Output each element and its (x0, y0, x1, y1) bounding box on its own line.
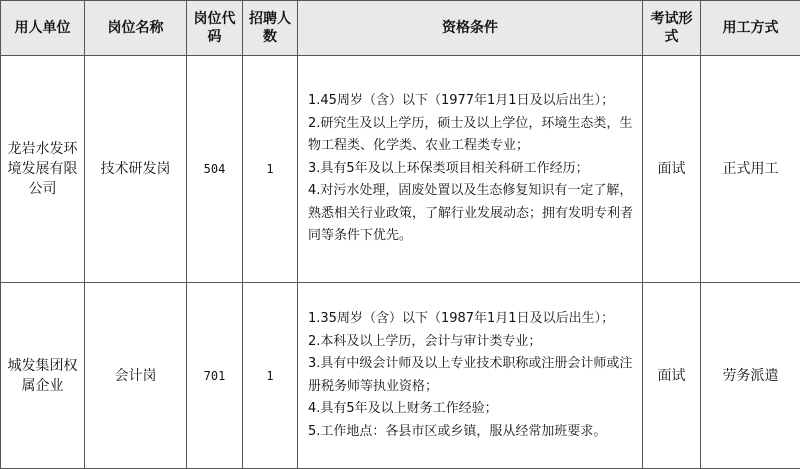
table-row (1, 56, 800, 283)
cell-employment: 正式用工 (701, 56, 800, 283)
qualification-item: 5.工作地点：各县市区或乡镇，服从经常加班要求。 (308, 421, 636, 444)
cell-exam: 面试 (643, 283, 701, 469)
header-row (1, 1, 800, 56)
header-count: 招聘人数 (243, 1, 298, 56)
qualification-item: 4.具有5年及以上财务工作经验； (308, 398, 636, 421)
qualification-item: 1.35周岁（含）以下（1987年1月1日及以后出生）； (308, 308, 636, 331)
cell-count: 1 (243, 283, 298, 469)
table-row (1, 283, 800, 469)
cell-code: 504 (187, 56, 243, 283)
cell-employment: 劳务派遣 (701, 283, 800, 469)
cell-unit: 龙岩水发环境发展有限公司 (1, 56, 85, 283)
header-code: 岗位代码 (187, 1, 243, 56)
qualification-item: 2.本科及以上学历，会计与审计类专业； (308, 331, 636, 354)
header-qualifications: 资格条件 (298, 1, 643, 56)
cell-position: 会计岗 (85, 283, 187, 469)
cell-qualifications (298, 56, 643, 283)
header-position: 岗位名称 (85, 1, 187, 56)
qualification-item: 3.具有5年及以上环保类项目相关科研工作经历； (308, 158, 636, 181)
cell-exam: 面试 (643, 56, 701, 283)
qualification-item: 4.对污水处理，固废处置以及生态修复知识有一定了解，熟悉相关行业政策，了解行业发展动态；拥有发明专利者同等条件下优先。 (308, 180, 636, 248)
qualification-item: 1.45周岁（含）以下（1977年1月1日及以后出生）； (308, 90, 636, 113)
cell-code: 701 (187, 283, 243, 469)
header-employment: 用工方式 (701, 1, 800, 56)
cell-position: 技术研发岗 (85, 56, 187, 283)
qualification-item: 2.研究生及以上学历，硕士及以上学位，环境生态类，生物工程类、化学类、农业工程类专业； (308, 113, 636, 158)
cell-count: 1 (243, 56, 298, 283)
header-unit: 用人单位 (1, 1, 85, 56)
qualification-item: 3.具有中级会计师及以上专业技术职称或注册会计师或注册税务师等执业资格； (308, 353, 636, 398)
cell-qualifications (298, 283, 643, 469)
header-exam: 考试形式 (643, 1, 701, 56)
cell-unit: 城发集团权属企业 (1, 283, 85, 469)
